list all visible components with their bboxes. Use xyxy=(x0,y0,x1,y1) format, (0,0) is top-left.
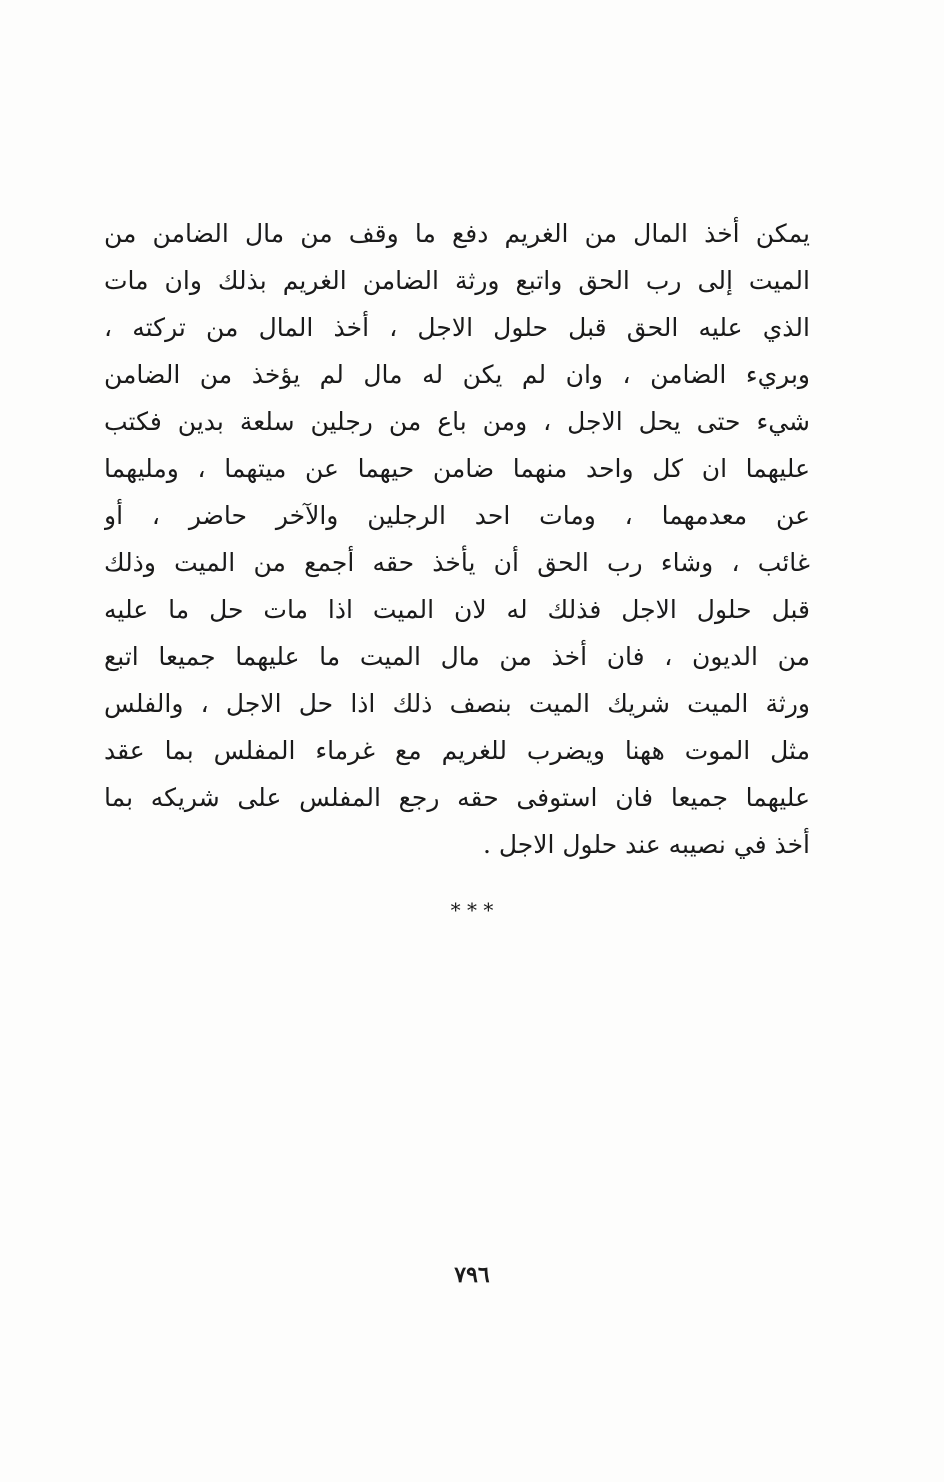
text-line-5: شيء حتى يحل الاجل ، ومن باع من رجلين سلعة بدين فكتب xyxy=(104,407,810,436)
text-line-11: ورثة الميت شريك الميت بنصف ذلك اذا حل الاجل ، والفلس xyxy=(104,689,810,718)
text-line-6: عليهما ان كل واحد منهما ضامن حيهما عن ميتهما ، ومليهما xyxy=(104,454,810,483)
text-line-14: أخذ في نصيبه عند حلول الاجل . xyxy=(482,830,810,859)
text-line-12: مثل الموت ههنا ويضرب للغريم مع غرماء المفلس بما عقد xyxy=(104,736,810,765)
page-number: ٧٩٦ xyxy=(454,1262,490,1288)
text-line-7: عن معدمهما ، ومات احد الرجلين والآخر حاضر ، أو xyxy=(104,501,810,530)
text-line-10: من الديون ، فان أخذ من مال الميت ما عليهما جميعا اتبع xyxy=(104,642,810,671)
text-line-3: الذي عليه الحق قبل حلول الاجل ، أخذ المال من تركته ، xyxy=(104,313,810,342)
text-line-1: يمكن أخذ المال من الغريم دفع ما وقف من مال الضامن من xyxy=(104,219,810,248)
text-line-4: وبريء الضامن ، وان لم يكن له مال لم يؤخذ من الضامن xyxy=(104,360,810,389)
text-line-8: غائب ، وشاء رب الحق أن يأخذ حقه أجمع من الميت وذلك xyxy=(104,548,810,577)
text-line-13: عليهما جميعا فان استوفى حقه رجع المفلس على شريكه بما xyxy=(104,783,810,812)
body-paragraph xyxy=(104,210,810,868)
text-line-2: الميت إلى رب الحق واتبع ورثة الضامن الغريم بذلك وان مات xyxy=(104,266,810,295)
text-line-9: قبل حلول الاجل فذلك له لان الميت اذا مات حل ما عليه xyxy=(104,595,810,624)
section-separator: * * * xyxy=(450,898,494,922)
